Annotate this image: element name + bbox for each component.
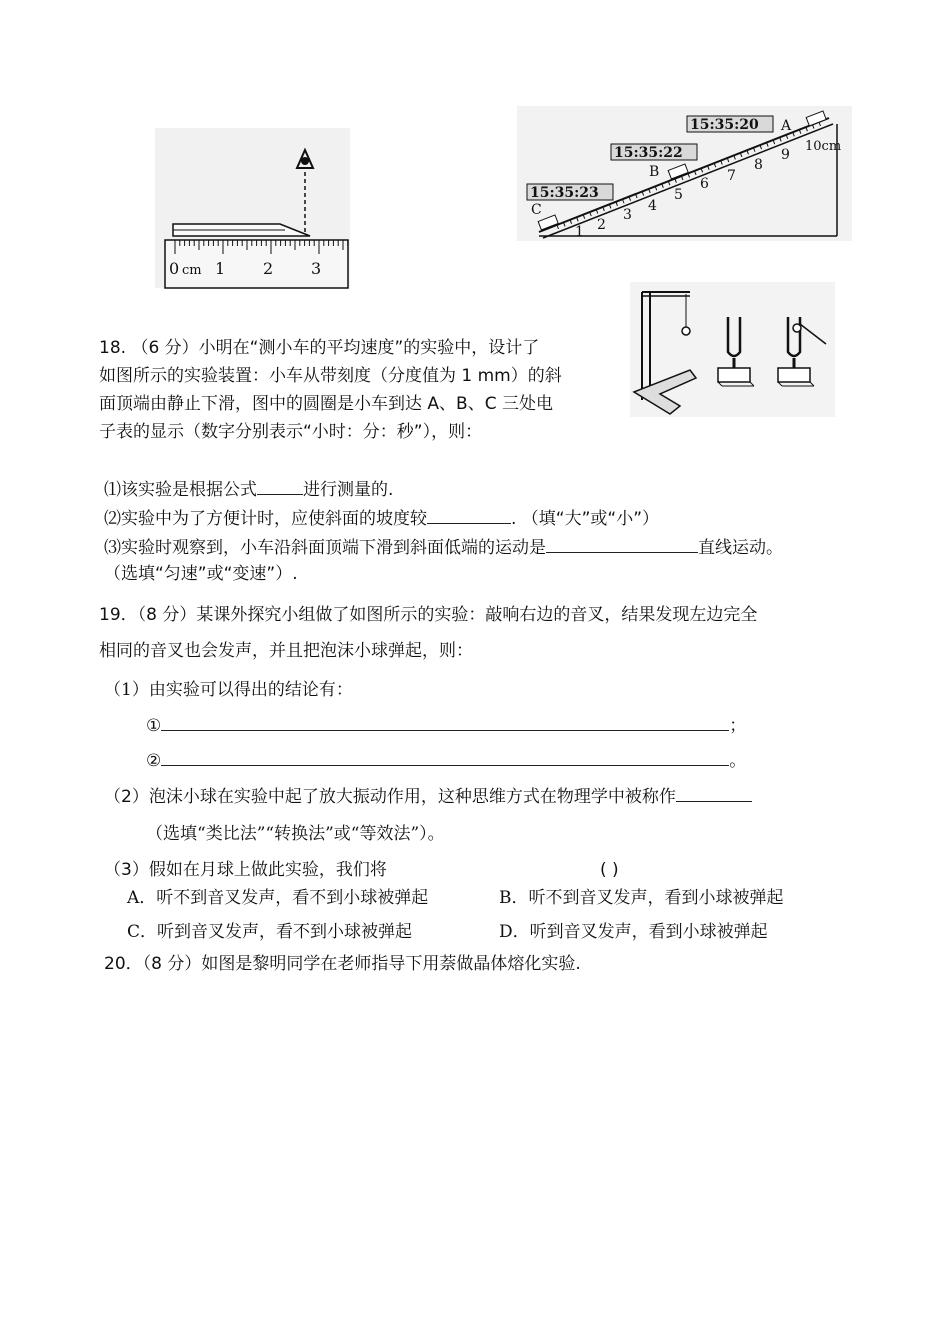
q19-conclusion-1-end: ； <box>729 716 747 736</box>
q19-option-a[interactable]: A．听不到音叉发声，看不到小球被弹起 <box>127 888 429 908</box>
q19-part-3-text: （3）假如在月球上做此实验，我们将 <box>104 860 387 880</box>
q18-part-3-pre: ⑶实验时观察到，小车沿斜面顶端下滑到斜面低端的运动是 <box>104 538 546 558</box>
q19-option-d[interactable]: D．听到音叉发声，看到小球被弹起 <box>499 922 768 942</box>
q19-conclusion-2-end: 。 <box>729 751 747 771</box>
q18-blank-1[interactable] <box>257 478 303 495</box>
clock-a: 15:35:20 <box>690 117 759 133</box>
q19-stem-line-2: 相同的音叉也会发声，并且把泡沫小球弹起，则： <box>99 641 473 661</box>
q19-option-b[interactable]: B．听不到音叉发声，看到小球被弹起 <box>499 888 784 908</box>
q19-part-1: （1）由实验可以得出的结论有： <box>104 680 353 700</box>
q18-blank-2[interactable] <box>427 507 511 524</box>
q18-stem-line-4: 子表的显示（数字分别表示“小时：分：秒”），则： <box>99 422 483 442</box>
q18-part-3 <box>104 536 783 560</box>
ruler-tick-0: 0 <box>169 259 180 278</box>
point-label-c: C <box>531 202 542 218</box>
q19-conclusion-2-blank[interactable] <box>161 749 729 766</box>
q19-stem-line-1: 19．（8 分）某课外探究小组做了如图所示的实验：敲响右边的音叉，结果发现左边完全 <box>99 605 758 625</box>
q18-stem-line-3: 面顶端由静止下滑，图中的圆圈是小车到达 A、B、C 三处电 <box>99 394 553 414</box>
q19-conclusion-1-marker: ① <box>146 716 162 736</box>
q19-part-2-text: 在实验中起了放大振动作用，这种思维方式在物理学中被称作 <box>216 787 676 807</box>
point-label-a: A <box>781 118 792 134</box>
q19-part-2-note: （选填“类比法”“转换法”或“等效法”）。 <box>146 824 445 844</box>
q19-conclusion-2-marker: ② <box>146 751 162 771</box>
q19-part-2-blank[interactable] <box>676 785 752 802</box>
ruler-tick-2: 2 <box>263 259 274 278</box>
ruler-unit: cm <box>182 263 202 278</box>
q18-blank-3[interactable] <box>546 536 698 553</box>
ramp-scale-5: 5 <box>674 187 683 203</box>
ruler-tick-3: 3 <box>311 259 322 278</box>
ramp-scale-6: 6 <box>700 176 709 192</box>
clock-b: 15:35:22 <box>614 145 683 161</box>
ramp-scale-7: 7 <box>727 168 736 184</box>
q18-part-1 <box>104 478 393 502</box>
q18-part-3-note: （选填“匀速”或“变速”）. <box>104 564 298 584</box>
ramp-end-label: 10cm <box>805 139 842 154</box>
ramp-scale-9: 9 <box>781 147 790 163</box>
ruler-figure <box>155 128 355 293</box>
q18-part-3-post: 直线运动。 <box>698 538 783 558</box>
ramp-scale-8: 8 <box>754 157 763 173</box>
q18-stem-line-1: 18. （6 分）小明在“测小车的平均速度”的实验中，设计了 <box>99 338 540 358</box>
q20-stem: 20．（8 分）如图是黎明同学在老师指导下用萘做晶体熔化实验. <box>104 954 581 974</box>
q19-part-3-paren: ( ) <box>600 860 619 880</box>
tuning-fork-figure <box>630 282 840 422</box>
q19-part-2-lead: （2）泡沫小球 <box>104 787 217 807</box>
point-label-b: B <box>649 164 660 180</box>
ramp-figure <box>517 106 857 246</box>
q19-part-3 <box>104 858 619 882</box>
q18-stem-line-2: 如图所示的实验装置：小车从带刻度（分度值为 1 mm）的斜 <box>99 366 562 386</box>
q18-part-2 <box>104 507 659 531</box>
q18-part-2-pre: ⑵实验中为了方便计时，应使斜面的坡度较 <box>104 509 427 529</box>
q19-conclusion-1 <box>146 714 746 738</box>
clock-c: 15:35:23 <box>530 185 599 201</box>
q19-option-c[interactable]: C．听到音叉发声，看不到小球被弹起 <box>127 922 413 942</box>
q18-part-1-pre: ⑴该实验是根据公式 <box>104 480 257 500</box>
q18-part-1-post: 进行测量的. <box>303 480 394 500</box>
q19-part-2 <box>104 785 752 809</box>
q18-part-2-post: . （填“大”或“小”） <box>511 509 660 529</box>
ruler-tick-1: 1 <box>215 259 226 278</box>
ramp-scale-2: 2 <box>597 217 606 233</box>
ramp-scale-1: 1 <box>575 224 584 240</box>
ramp-scale-3: 3 <box>623 207 632 223</box>
q19-conclusion-1-blank[interactable] <box>161 714 729 731</box>
q19-conclusion-2 <box>146 749 746 773</box>
ramp-scale-4: 4 <box>648 198 657 214</box>
